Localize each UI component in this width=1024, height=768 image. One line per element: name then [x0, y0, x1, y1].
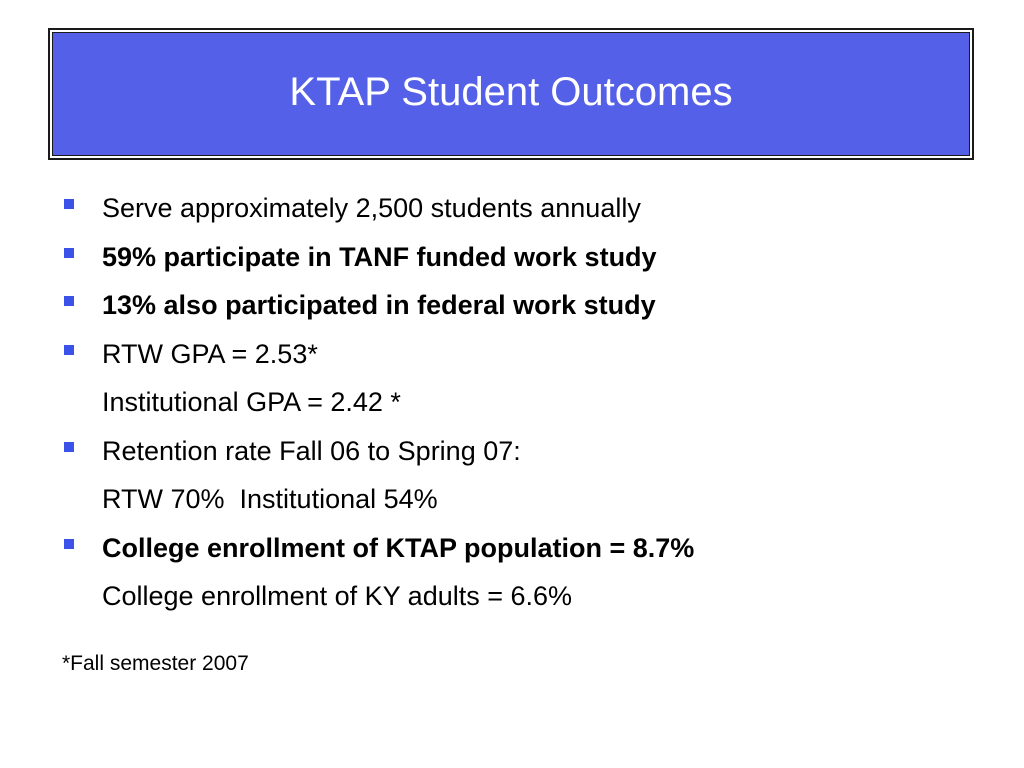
slide-title: KTAP Student Outcomes: [289, 69, 733, 114]
bullet-text: 59% participate in TANF funded work study: [102, 241, 657, 272]
square-bullet-icon: [64, 442, 74, 452]
bullet-item: [64, 334, 964, 383]
footnote: *Fall semester 2007: [62, 652, 249, 675]
bullet-text: RTW GPA = 2.53*: [102, 338, 318, 369]
bullet-item: [64, 528, 964, 577]
bullet-text: 13% also participated in federal work study: [102, 290, 656, 320]
continuation-line: [64, 382, 964, 431]
bullet-item: [64, 237, 964, 286]
bullet-item: [64, 188, 964, 237]
square-bullet-icon: [64, 248, 74, 258]
bullet-text: College enrollment of KTAP population = 8.7%: [102, 532, 695, 563]
square-bullet-icon: [64, 296, 74, 306]
continuation-text: RTW 70% Institutional 54%: [102, 484, 438, 514]
title-banner: [52, 32, 970, 156]
square-bullet-icon: [64, 539, 74, 549]
bullet-list: [64, 188, 964, 625]
bullet-item: [64, 431, 964, 480]
title-frame: [48, 28, 974, 160]
bullet-text: Retention rate Fall 06 to Spring 07:: [102, 435, 521, 466]
continuation-text: Institutional GPA = 2.42 *: [102, 387, 401, 417]
continuation-text: College enrollment of KY adults = 6.6%: [102, 581, 573, 611]
continuation-line: [64, 479, 964, 528]
continuation-line: [64, 576, 964, 625]
bullet-text: Serve approximately 2,500 students annually: [102, 193, 641, 223]
bullet-item: [64, 285, 964, 334]
square-bullet-icon: [64, 199, 74, 209]
square-bullet-icon: [64, 345, 74, 355]
